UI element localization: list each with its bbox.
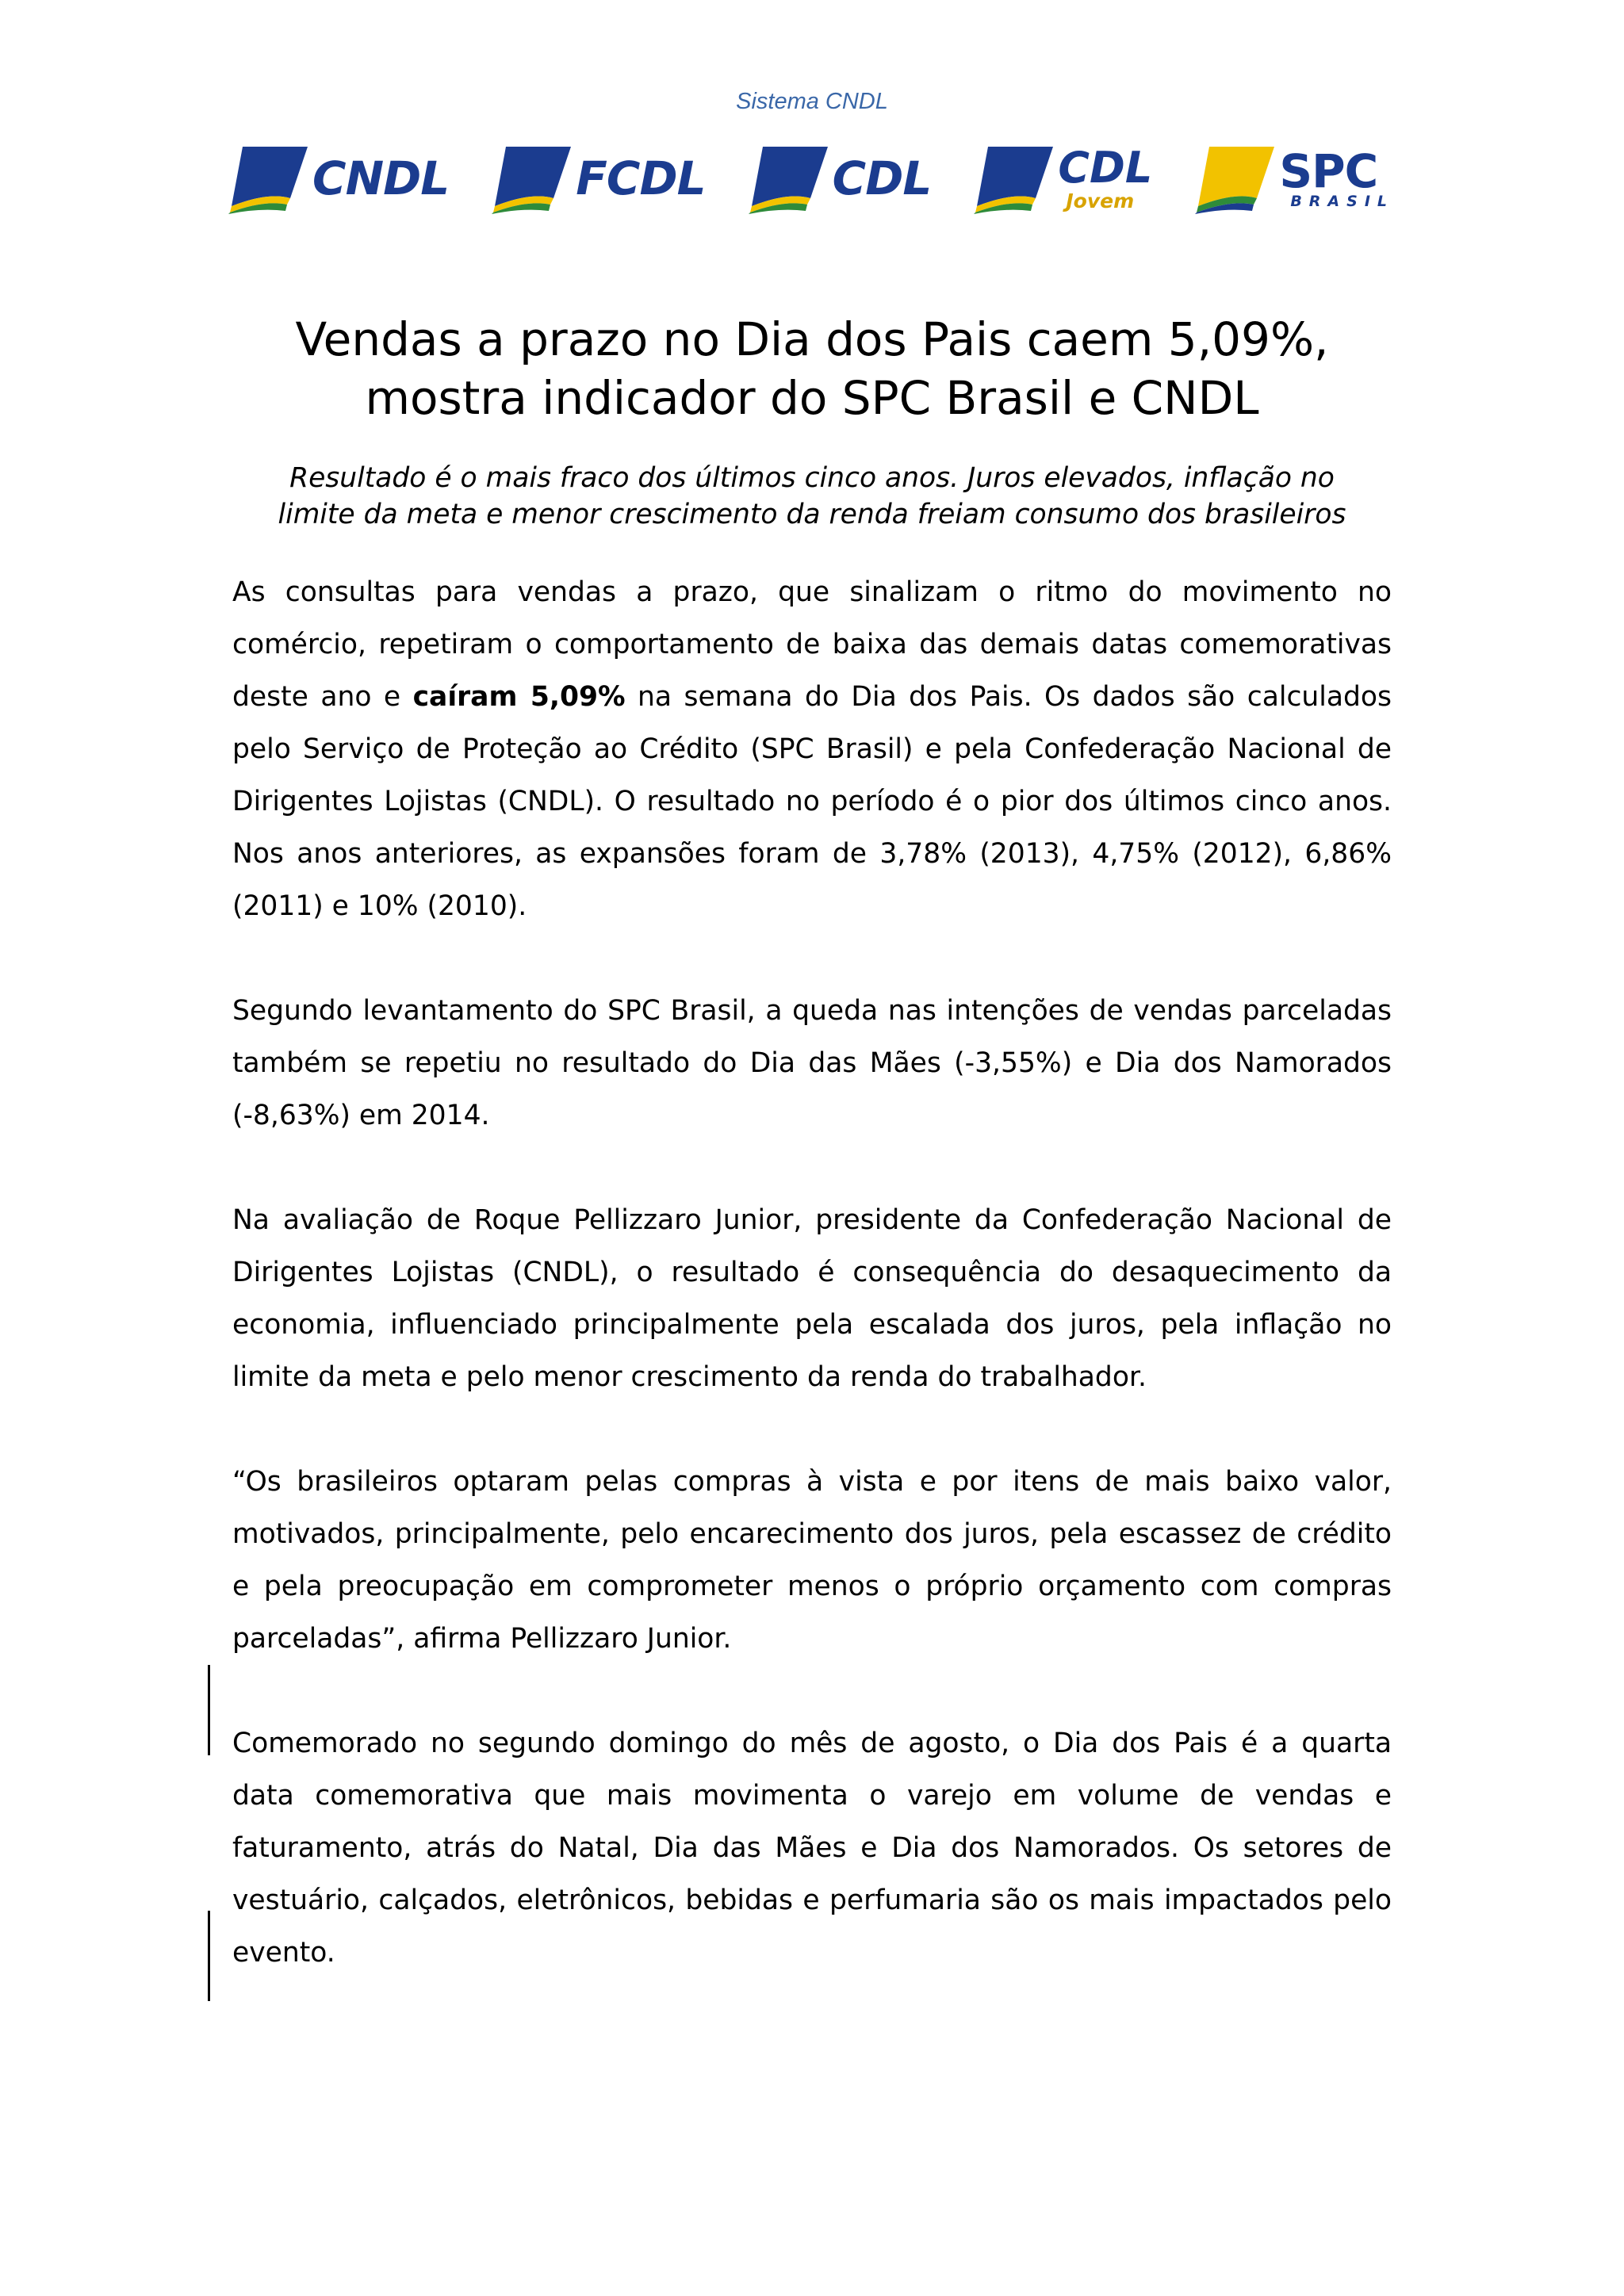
system-label: Sistema CNDL: [736, 89, 888, 114]
logo-subtext: Jovem: [1066, 189, 1135, 212]
paragraph-4: “Os brasileiros optaram pelas compras à vista e por itens de mais baixo valor, motivados, principalmente, pelo encarecimento dos juros, pela escassez de crédito e pela preocupação em comprometer menos o próprio orçamento com compras parceladas”, afirma Pellizzaro Junior.: [232, 1466, 1392, 1655]
paragraph-1-text-b: na semana do Dia dos Pais. Os dados são calculados pelo Serviço de Proteção ao Crédito (SPC Brasil) e pela Confederação Nacional de Dirigentes Lojistas (CNDL). O resultado no período é o pior dos últimos cinco anos. Nos anos anteriores, as expansões foram de 3,78% (2013), 4,75% (2012), 6,86% (2011) e 10% (2010).: [232, 681, 1392, 922]
title-line-1: Vendas a prazo no Dia dos Pais caem 5,09%,: [295, 312, 1329, 366]
cndl-logo: [228, 139, 449, 218]
paragraph-5: Comemorado no segundo domingo do mês de agosto, o Dia dos Pais é a quarta data comemorativa que mais movimenta o varejo em volume de vendas e faturamento, atrás do Natal, Dia das Mães e Dia dos Namorados. Os setores de vestuário, calçados, eletrônicos, bebidas e perfumaria são os mais impactados pelo evento.: [232, 1728, 1392, 1969]
spc-brasil-logo: [1195, 139, 1394, 218]
swoosh-icon: [492, 143, 571, 214]
logo-text: CDL: [1058, 142, 1153, 193]
fcdl-logo: [492, 139, 705, 218]
paragraph-2: Segundo levantamento do SPC Brasil, a queda nas intenções de vendas parceladas também se repetiu no resultado do Dia das Mães (-3,55%) e Dia dos Namorados (-8,63%) em 2014.: [232, 995, 1392, 1131]
subtitle-line-2: limite da meta e menor crescimento da renda freiam consumo dos brasileiros: [278, 499, 1346, 530]
swoosh-icon: [749, 143, 828, 214]
revision-bar: [208, 1665, 210, 1755]
cdl-jovem-logo: [974, 139, 1152, 218]
page-title: [159, 310, 1465, 427]
subtitle-line-1: Resultado é o mais fraco dos últimos cinco anos. Juros elevados, inflação no: [289, 462, 1335, 494]
swoosh-icon: [974, 143, 1053, 214]
title-line-2: mostra indicador do SPC Brasil e CNDL: [365, 370, 1259, 425]
swoosh-icon: [228, 143, 308, 214]
paragraph-1: [232, 566, 1392, 932]
logo-text: CDL: [832, 151, 932, 205]
paragraph-1-bold: caíram 5,09%: [412, 681, 626, 713]
revision-bar: [208, 1911, 210, 2001]
logo-text: CNDL: [312, 151, 450, 205]
paragraph-1-text-a: As consultas para vendas a prazo, que sinalizam o ritmo do movimento no comércio, repetiram o comportamento de baixa das demais datas comemorativas deste ano e: [232, 576, 1392, 713]
cdl-logo: [749, 139, 932, 218]
logo-subtext: BRASIL: [1290, 192, 1394, 210]
paragraph-3: Na avaliação de Roque Pellizzaro Junior, presidente da Confederação Nacional de Dirigentes Lojistas (CNDL), o resultado é consequência do desaquecimento da economia, influenciado principalmente pela escalada dos juros, pela inflação no limite da meta e pelo menor crescimento da renda do trabalhador.: [232, 1204, 1392, 1393]
subtitle: [159, 460, 1465, 533]
logo-bar: [228, 135, 1394, 222]
logo-text: SPC: [1279, 144, 1378, 198]
article-body: [232, 566, 1392, 2031]
swoosh-icon: [1195, 143, 1274, 214]
logo-text: FCDL: [576, 151, 706, 205]
